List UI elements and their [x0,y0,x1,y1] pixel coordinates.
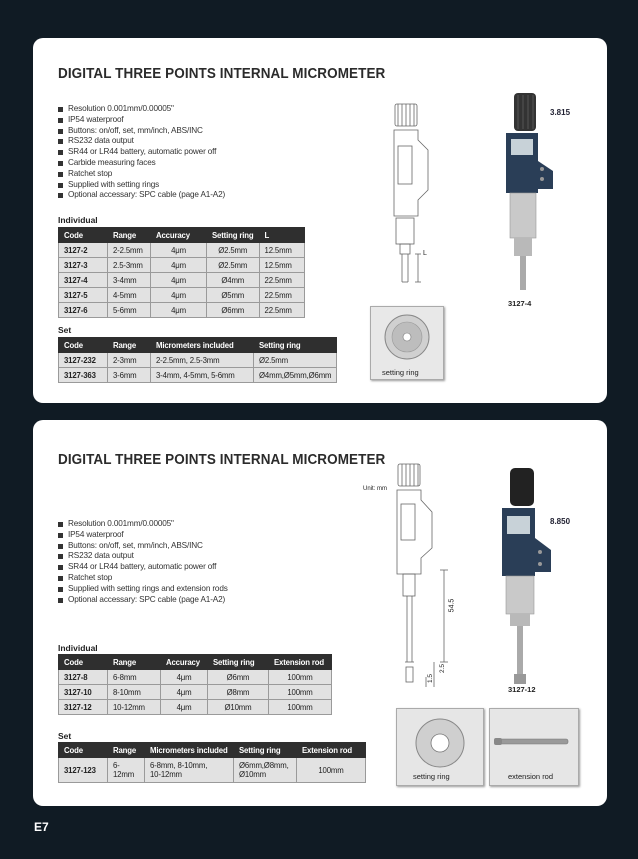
table-row [59,353,337,368]
feature-item: RS232 data output [58,551,228,562]
individual-label: Individual [58,643,98,653]
column-header: Code [59,338,108,353]
feature-item: Buttons: on/off, set, mm/inch, ABS/INC [58,126,225,137]
feature-item: Ratchet stop [58,573,228,584]
feature-item: Supplied with setting rings and extension rods [58,584,228,595]
table-cell: Ø2.5mm [207,258,260,273]
table-cell: 5-6mm [108,303,151,318]
section-title: DIGITAL THREE POINTS INTERNAL MICROMETER [58,66,386,82]
table-cell: 10-12mm [108,700,161,715]
product-caption: 3127-12 [508,685,536,694]
table-row [59,700,332,715]
setting-ring-caption: setting ring [382,368,419,377]
set-table [58,337,337,383]
table-cell: 4μm [151,303,207,318]
table-row [59,758,366,783]
table-cell: 22.5mm [259,288,304,303]
feature-item: SR44 or LR44 battery, automatic power off [58,147,225,158]
column-header: Range [108,228,151,243]
feature-item: Carbide measuring faces [58,158,225,169]
technical-drawing [388,98,448,288]
table-cell: Ø10mm [208,700,269,715]
table-cell: 4μm [161,700,208,715]
unit-note: Unit: mm [363,486,387,492]
table-cell: 100mm [269,670,332,685]
feature-item: IP54 waterproof [58,115,225,126]
dimension-label: 54.5 [448,598,456,613]
column-header: Extension rod [269,655,332,670]
table-cell: 100mm [269,685,332,700]
table-cell: Ø6mm,Ø8mm, Ø10mm [234,758,297,783]
feature-item: Optional accessary: SPC cable (page A1-A2) [58,595,228,606]
table-cell: 4μm [161,670,208,685]
dimension-label: L [423,250,427,257]
table-cell: Ø6mm [208,670,269,685]
table-cell: 3127-10 [59,685,108,700]
table-cell: 3127-3 [59,258,108,273]
set-label: Set [58,325,72,335]
lcd-readout: 8.850 [550,517,571,526]
feature-item: Buttons: on/off, set, mm/inch, ABS/INC [58,541,228,552]
page-number: E7 [34,820,49,834]
table-cell: 3127-123 [59,758,108,783]
table-cell: 2-2.5mm [108,243,151,258]
feature-list [58,519,228,605]
table-cell: 3127-12 [59,700,108,715]
table-cell: 100mm [269,700,332,715]
table-cell: Ø8mm [208,685,269,700]
feature-item: Resolution 0.001mm/0.00005" [58,104,225,115]
table-cell: Ø6mm [207,303,260,318]
setting-ring-caption: setting ring [413,772,450,781]
table-cell: 3127-232 [59,353,108,368]
column-header: Code [59,743,108,758]
table-cell: 3127-6 [59,303,108,318]
table-row [59,273,305,288]
table-cell: 4μm [151,288,207,303]
table-cell: 2-2.5mm, 2.5-3mm [151,353,254,368]
table-cell: 2.5-3mm [108,258,151,273]
feature-item: Optional accessary: SPC cable (page A1-A2) [58,190,225,201]
feature-item: SR44 or LR44 battery, automatic power off [58,562,228,573]
table-row [59,670,332,685]
table-cell: 6-8mm, 8-10mm, 10-12mm [145,758,234,783]
table-row [59,368,337,383]
technical-drawing [388,462,458,692]
table-cell: 4μm [161,685,208,700]
column-header: Code [59,228,108,243]
micrometer-photo [498,93,558,293]
individual-table [58,654,332,715]
column-header: Extension rod [297,743,366,758]
table-cell: Ø4mm,Ø5mm,Ø6mm [254,368,337,383]
column-header: Micrometers included [151,338,254,353]
table-cell: 6-8mm [108,670,161,685]
micrometer-photo [495,468,555,688]
table-cell: 12.5mm [259,258,304,273]
feature-item: Ratchet stop [58,169,225,180]
table-cell: Ø2.5mm [207,243,260,258]
table-cell: 3-4mm, 4-5mm, 5-6mm [151,368,254,383]
table-cell: 2-3mm [108,353,151,368]
column-header: Range [108,655,161,670]
column-header: Micrometers included [145,743,234,758]
table-cell: 22.5mm [259,303,304,318]
individual-table [58,227,305,318]
column-header: Code [59,655,108,670]
column-header: Setting ring [207,228,260,243]
table-row [59,288,305,303]
column-header: Setting ring [208,655,269,670]
column-header: Accuracy [161,655,208,670]
product-caption: 3127-4 [508,299,532,308]
section-title: DIGITAL THREE POINTS INTERNAL MICROMETER [58,452,386,468]
column-header: Range [108,338,151,353]
column-header: L [259,228,304,243]
table-row [59,685,332,700]
table-cell: 4μm [151,243,207,258]
feature-item: RS232 data output [58,136,225,147]
column-header: Range [108,743,145,758]
table-cell: Ø2.5mm [254,353,337,368]
table-cell: 3-6mm [108,368,151,383]
set-table [58,742,366,783]
column-header: Setting ring [234,743,297,758]
extension-rod-caption: extension rod [508,772,554,781]
feature-item: Resolution 0.001mm/0.00005" [58,519,228,530]
table-cell: 4μm [151,273,207,288]
column-header: Setting ring [254,338,337,353]
feature-list [58,104,225,201]
table-cell: Ø4mm [207,273,260,288]
table-cell: 3-4mm [108,273,151,288]
feature-item: IP54 waterproof [58,530,228,541]
table-row [59,258,305,273]
table-cell: 3127-363 [59,368,108,383]
table-row [59,243,305,258]
lcd-readout: 3.815 [550,108,571,117]
individual-label: Individual [58,215,98,225]
product-card-2 [33,420,607,806]
feature-item: Supplied with setting rings [58,180,225,191]
table-cell: 4-5mm [108,288,151,303]
product-card-1 [33,38,607,403]
set-label: Set [58,731,72,741]
table-row [59,303,305,318]
table-cell: 3127-4 [59,273,108,288]
table-cell: 4μm [151,258,207,273]
table-cell: 3127-5 [59,288,108,303]
table-cell: 3127-8 [59,670,108,685]
table-cell: 12.5mm [259,243,304,258]
table-cell: 22.5mm [259,273,304,288]
column-header: Accuracy [151,228,207,243]
table-cell: 8-10mm [108,685,161,700]
table-cell: Ø5mm [207,288,260,303]
dimension-label: 1.5 [427,673,435,684]
table-cell: 100mm [297,758,366,783]
table-cell: 6-12mm [108,758,145,783]
dimension-label: 2.5 [439,663,447,674]
table-cell: 3127-2 [59,243,108,258]
